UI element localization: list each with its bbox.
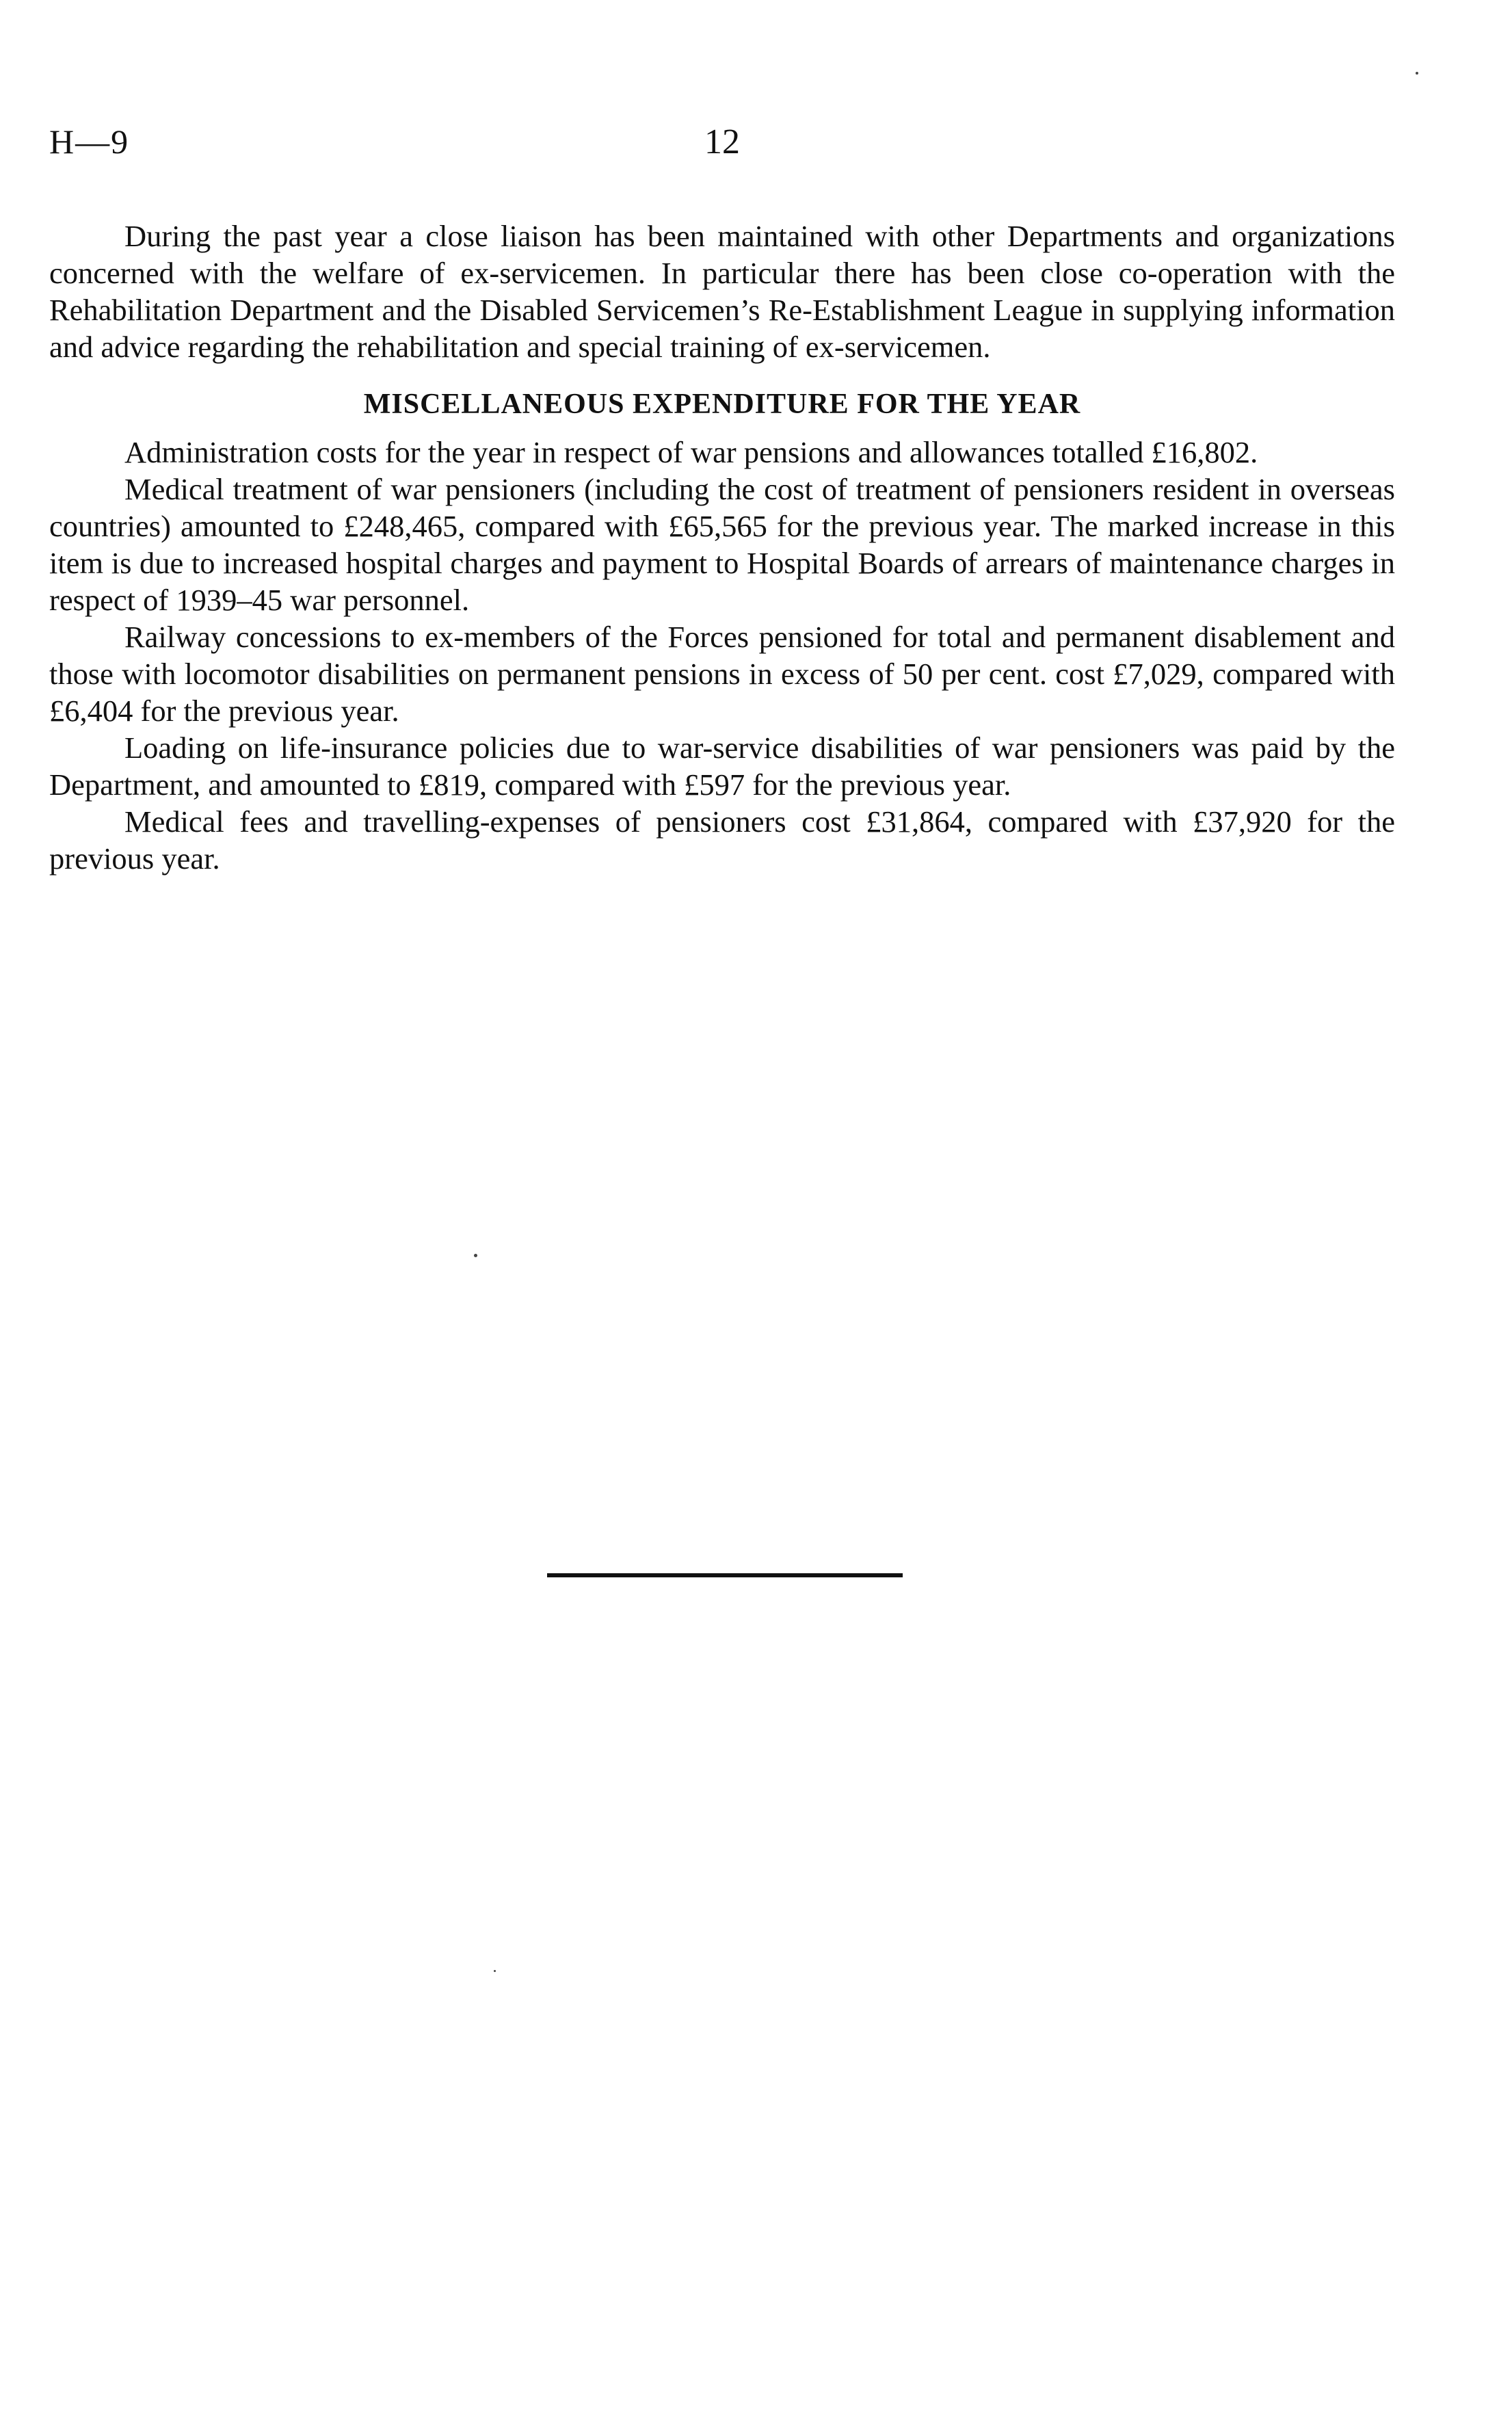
page-number: 12	[704, 122, 740, 161]
scan-speck	[1416, 72, 1418, 75]
paragraph-liaison: During the past year a close liaison has been maintained with other Departments and organizations concerned with the welfare of ex-servicemen. In particular there has been close co-operation with the Rehabilitation Department and the Disabled Servicemen’s Re-Establishment League in supplying information and advice regarding the rehabilitation and special training of ex-servicemen.	[49, 219, 1395, 364]
page-header	[0, 122, 1512, 170]
paragraph-administration-costs: Administration costs for the year in respect of war pensions and allowances totalled £16,802.	[124, 435, 1258, 469]
paragraph-medical-treatment: Medical treatment of war pensioners (including the cost of treatment of pensioners resident in overseas countries) amounted to £248,465, compared with £65,565 for the previous year. The marked increase in this item is due to increased hospital charges and payment to Hospital Boards of arrears of maintenance charges in respect of 1939–45 war personnel.	[49, 472, 1395, 617]
paragraph-medical-fees: Medical fees and travelling-expenses of pensioners cost £31,864, compared with £37,920 for the previous year.	[49, 804, 1395, 876]
paragraph-life-insurance-loading: Loading on life-insurance policies due to war-service disabilities of war pensioners was paid by the Department, and amounted to £819, compared with £597 for the previous year.	[49, 731, 1395, 802]
scan-speck	[474, 1254, 477, 1257]
end-of-text-rule	[547, 1573, 903, 1577]
paragraph-railway-concessions: Railway concessions to ex-members of the Forces pensioned for total and permanent disablement and those with locomotor disabilities on permanent pensions in excess of 50 per cent. cost £7,029, compared with £6,404 for the previous year.	[49, 620, 1395, 728]
section-heading: MISCELLANEOUS EXPENDITURE FOR THE YEAR	[363, 389, 1081, 420]
document-reference: H—9	[49, 122, 130, 161]
scan-speck	[494, 1970, 496, 1972]
body-text	[49, 218, 1395, 877]
